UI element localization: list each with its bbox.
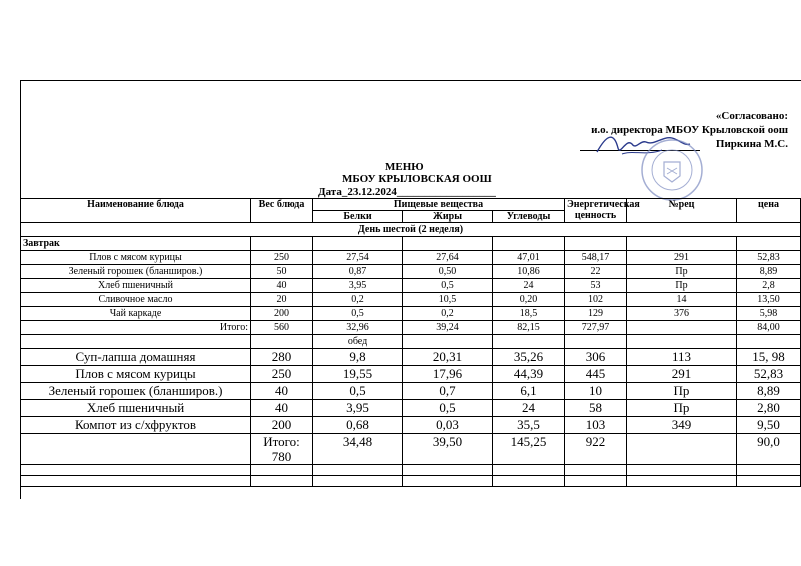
lunch-total-row (21, 434, 801, 465)
lunch-cell-protein: 3,95 (313, 400, 403, 417)
lunch-cell-name: Зеленый горошек (бланширов.) (21, 383, 251, 400)
breakfast-cell-recipe: Пр (627, 265, 737, 279)
breakfast-cell-name: Сливочное масло (21, 293, 251, 307)
table-header-row (21, 199, 801, 211)
breakfast-cell-weight: 200 (251, 307, 313, 321)
breakfast-total-price: 84,00 (737, 321, 801, 335)
breakfast-cell-recipe: 376 (627, 307, 737, 321)
header-energy: Энергетическая ценность (565, 199, 627, 223)
lunch-cell-carbs: 24 (493, 400, 565, 417)
header-price: цена (737, 199, 801, 223)
breakfast-row (21, 293, 801, 307)
breakfast-row (21, 265, 801, 279)
lunch-cell-price: 9,50 (737, 417, 801, 434)
breakfast-total-fat: 39,24 (403, 321, 493, 335)
lunch-cell-energy: 103 (565, 417, 627, 434)
breakfast-cell-energy: 129 (565, 307, 627, 321)
breakfast-cell-carbs: 0,20 (493, 293, 565, 307)
menu-table (20, 198, 801, 487)
day-row (21, 223, 801, 237)
approval-line-2: и.о. директора МБОУ Крыловской оош (591, 124, 788, 136)
lunch-row (21, 383, 801, 400)
breakfast-cell-protein: 3,95 (313, 279, 403, 293)
breakfast-cell-price: 2,8 (737, 279, 801, 293)
breakfast-row (21, 307, 801, 321)
lunch-cell-protein: 0,5 (313, 383, 403, 400)
header-protein: Белки (313, 211, 403, 223)
breakfast-cell-fat: 0,50 (403, 265, 493, 279)
header-recipe: №рец (627, 199, 737, 223)
lunch-cell-fat: 20,31 (403, 349, 493, 366)
breakfast-cell-name: Плов с мясом курицы (21, 251, 251, 265)
lunch-cell-carbs: 35,26 (493, 349, 565, 366)
breakfast-cell-fat: 0,2 (403, 307, 493, 321)
lunch-rows (21, 349, 801, 434)
breakfast-cell-price: 8,89 (737, 265, 801, 279)
breakfast-cell-protein: 0,5 (313, 307, 403, 321)
lunch-cell-weight: 40 (251, 383, 313, 400)
breakfast-cell-fat: 0,5 (403, 279, 493, 293)
empty-row (21, 465, 801, 476)
lunch-total-recipe (627, 434, 737, 465)
stamp-icon (640, 138, 704, 202)
empty-row (21, 476, 801, 487)
breakfast-row (21, 279, 801, 293)
lunch-cell-name: Суп-лапша домашняя (21, 349, 251, 366)
lunch-label: обед (313, 335, 403, 349)
breakfast-cell-recipe: 291 (627, 251, 737, 265)
breakfast-cell-protein: 27,54 (313, 251, 403, 265)
breakfast-label-row (21, 237, 801, 251)
day-label: День шестой (2 неделя) (21, 223, 801, 237)
lunch-cell-recipe: Пр (627, 383, 737, 400)
lunch-cell-carbs: 44,39 (493, 366, 565, 383)
breakfast-cell-energy: 102 (565, 293, 627, 307)
approval-line-1: «Согласовано: (715, 110, 788, 122)
breakfast-cell-protein: 0,87 (313, 265, 403, 279)
lunch-cell-protein: 0,68 (313, 417, 403, 434)
lunch-cell-fat: 0,5 (403, 400, 493, 417)
breakfast-cell-price: 52,83 (737, 251, 801, 265)
lunch-cell-protein: 9,8 (313, 349, 403, 366)
lunch-row (21, 417, 801, 434)
school-name: МБОУ КРЫЛОВСКАЯ ООШ (342, 173, 492, 185)
lunch-cell-recipe: 349 (627, 417, 737, 434)
lunch-cell-protein: 19,55 (313, 366, 403, 383)
breakfast-cell-fat: 27,64 (403, 251, 493, 265)
breakfast-total-recipe (627, 321, 737, 335)
breakfast-row (21, 251, 801, 265)
breakfast-cell-energy: 22 (565, 265, 627, 279)
lunch-cell-energy: 445 (565, 366, 627, 383)
breakfast-cell-price: 5,98 (737, 307, 801, 321)
lunch-label-row (21, 335, 801, 349)
menu-title: МЕНЮ (385, 161, 424, 173)
lunch-row (21, 400, 801, 417)
breakfast-cell-name: Чай каркаде (21, 307, 251, 321)
breakfast-rows (21, 251, 801, 321)
lunch-total-carbs: 145,25 (493, 434, 565, 465)
lunch-cell-weight: 200 (251, 417, 313, 434)
breakfast-cell-weight: 40 (251, 279, 313, 293)
breakfast-total-weight: 560 (251, 321, 313, 335)
breakfast-cell-price: 13,50 (737, 293, 801, 307)
lunch-total-price: 90,0 (737, 434, 801, 465)
header-fat: Жиры (403, 211, 493, 223)
lunch-cell-energy: 306 (565, 349, 627, 366)
breakfast-cell-name: Хлеб пшеничный (21, 279, 251, 293)
breakfast-cell-energy: 53 (565, 279, 627, 293)
lunch-cell-recipe: Пр (627, 400, 737, 417)
lunch-cell-name: Компот из с/хфруктов (21, 417, 251, 434)
breakfast-cell-energy: 548,17 (565, 251, 627, 265)
breakfast-cell-carbs: 24 (493, 279, 565, 293)
lunch-cell-fat: 0,7 (403, 383, 493, 400)
lunch-cell-recipe: 291 (627, 366, 737, 383)
breakfast-cell-recipe: 14 (627, 293, 737, 307)
breakfast-cell-weight: 50 (251, 265, 313, 279)
lunch-total-fat: 39,50 (403, 434, 493, 465)
breakfast-total-protein: 32,96 (313, 321, 403, 335)
lunch-cell-price: 8,89 (737, 383, 801, 400)
lunch-cell-price: 2,80 (737, 400, 801, 417)
lunch-cell-name: Хлеб пшеничный (21, 400, 251, 417)
lunch-total-label: Итого: 780 (251, 434, 313, 465)
breakfast-cell-fat: 10,5 (403, 293, 493, 307)
lunch-cell-energy: 10 (565, 383, 627, 400)
breakfast-label: Завтрак (21, 237, 251, 251)
breakfast-cell-weight: 20 (251, 293, 313, 307)
lunch-cell-carbs: 35,5 (493, 417, 565, 434)
breakfast-total-row (21, 321, 801, 335)
lunch-cell-weight: 250 (251, 366, 313, 383)
header-dish: Наименование блюда (21, 199, 251, 223)
header-weight: Вес блюда (251, 199, 313, 223)
lunch-cell-weight: 40 (251, 400, 313, 417)
menu-date: Дата_23.12.2024__________________ (318, 186, 496, 198)
lunch-cell-energy: 58 (565, 400, 627, 417)
breakfast-cell-protein: 0,2 (313, 293, 403, 307)
breakfast-cell-carbs: 18,5 (493, 307, 565, 321)
breakfast-total-carbs: 82,15 (493, 321, 565, 335)
breakfast-cell-carbs: 47,01 (493, 251, 565, 265)
lunch-cell-fat: 0,03 (403, 417, 493, 434)
lunch-cell-recipe: 113 (627, 349, 737, 366)
lunch-total-protein: 34,48 (313, 434, 403, 465)
lunch-total-energy: 922 (565, 434, 627, 465)
lunch-cell-carbs: 6,1 (493, 383, 565, 400)
breakfast-cell-carbs: 10,86 (493, 265, 565, 279)
breakfast-total-label: Итого: (21, 321, 251, 335)
breakfast-cell-name: Зеленый горошек (бланширов.) (21, 265, 251, 279)
breakfast-cell-recipe: Пр (627, 279, 737, 293)
lunch-cell-price: 15, 98 (737, 349, 801, 366)
lunch-cell-fat: 17,96 (403, 366, 493, 383)
lunch-row (21, 349, 801, 366)
lunch-cell-name: Плов с мясом курицы (21, 366, 251, 383)
approval-line-3: Пиркина М.С. (715, 138, 788, 150)
header-carbs: Углеводы (493, 211, 565, 223)
lunch-cell-price: 52,83 (737, 366, 801, 383)
breakfast-total-energy: 727,97 (565, 321, 627, 335)
header-nutrients: Пищевые вещества (313, 199, 565, 211)
breakfast-cell-weight: 250 (251, 251, 313, 265)
lunch-row (21, 366, 801, 383)
lunch-cell-weight: 280 (251, 349, 313, 366)
